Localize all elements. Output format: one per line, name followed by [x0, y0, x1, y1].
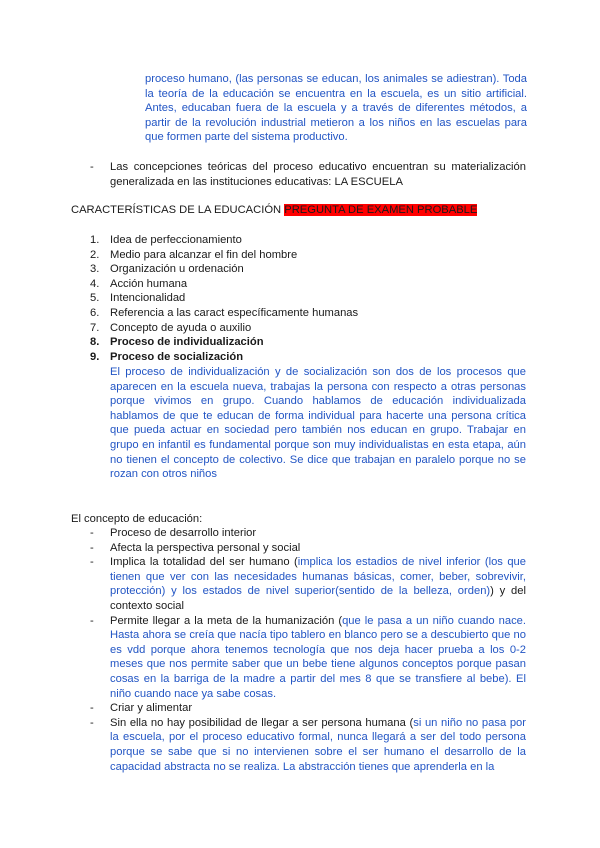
concepciones-text: Las concepciones teóricas del proceso educativo encuentran su materialización generalizada en las instituciones educativas: LA ESCUELA: [110, 161, 526, 188]
bullet-dash: -: [90, 702, 94, 715]
list-item: [90, 291, 358, 306]
section-heading: [71, 203, 477, 218]
list-text: Referencia a las caract específicamente humanas: [110, 306, 359, 319]
characteristics-list: [90, 233, 358, 364]
list-text: Idea de perfeccionamiento: [110, 234, 242, 246]
concepto-list: [90, 526, 526, 774]
list-note: si un niño no pasa por la escuela, por el proceso educativo formal, nunca llegará a ser del todo persona porque se sabe que si no intervienen sobre el ser humano el desarrollo de la capacidad abstracta no se realiza. La abstracción tienes que aprenderla en la: [110, 716, 527, 773]
socializacion-note: El proceso de individualización y de socialización son dos de los procesos que aparecen en la escuela nueva, trabajas la persona con respecto a otras personas porque vivimos en grupo. Cuando hablamos de educación individualizada hablamos de que te educan de forma individual para hacerte una persona crítica que pueda actuar en sociedad pero también nos educan en grupo. Trabajar en grupo en infantil es fundamental porque son muy individualistas en esta etapa, aún no tienen el concepto de colectivo. Se dice que trabajan en paralelo porque no se rozan con otros niños: [110, 366, 526, 481]
list-number: 8.: [90, 336, 100, 349]
list-number: 1.: [90, 234, 100, 246]
concepciones-bullet: [90, 160, 526, 189]
list-item: [90, 233, 358, 248]
bullet-dash: -: [90, 614, 94, 627]
list-text-after: ) y del contexto social: [110, 585, 526, 612]
list-item: [90, 701, 526, 716]
bullet-dash: -: [90, 541, 94, 554]
list-item: [90, 335, 358, 350]
list-number: 6.: [90, 306, 100, 319]
list-item: [90, 321, 358, 336]
list-text: Acción humana: [110, 277, 188, 290]
list-note: implica los estadios de nivel inferior (los que tienen que ver con las necesidades humanas básicas, comer, beber, sobrevivir, protección) y los estados de nivel superior(sentido de la belleza, orden): [110, 556, 526, 598]
list-text: Implica la totalidad del ser humano (: [110, 556, 298, 569]
list-text: Proceso de desarrollo interior: [110, 527, 257, 539]
list-item: [90, 306, 358, 321]
exam-highlight: PREGUNTA DE EXAMEN PROBABLE: [284, 204, 478, 216]
list-item: [90, 614, 526, 702]
top-paragraph: proceso humano, (las personas se educan, los animales se adiestran). Toda la teoría de la educación se encuentra en la escuela, es un sitio artificial. Antes, educaban fuera de la escuela y a través de diferentes métodos, a partir de la revolución industrial metieron a los niños en las escuelas para que formen parte del sistema productivo.: [145, 73, 527, 144]
list-item: [90, 262, 358, 277]
bullet-dash: -: [90, 527, 94, 539]
heading-title: CARACTERÍSTICAS DE LA EDUCACIÓN: [71, 204, 282, 216]
bullet-dash: -: [90, 556, 94, 569]
list-item: [90, 277, 358, 292]
list-text: Afecta la perspectiva personal y social: [110, 541, 301, 554]
list-item: [90, 716, 526, 774]
list-text: Permite llegar a la meta de la humanización (: [110, 614, 343, 627]
list-text: Organización u ordenación: [110, 263, 244, 276]
list-text: Sin ella no hay posibilidad de llegar a ser persona humana (: [110, 716, 414, 729]
list-item: [90, 248, 358, 263]
list-text: Proceso de individualización: [110, 336, 264, 349]
bullet-dash: -: [90, 716, 94, 729]
list-number: 3.: [90, 263, 100, 276]
list-number: 7.: [90, 321, 100, 334]
list-text: Concepto de ayuda o auxilio: [110, 321, 252, 334]
list-number: 5.: [90, 292, 100, 305]
bullet-dash: -: [90, 161, 94, 173]
list-number: 9.: [90, 350, 100, 363]
list-number: 4.: [90, 277, 100, 290]
list-number: 2.: [90, 248, 100, 261]
list-text: Proceso de socialización: [110, 350, 244, 363]
list-text: Medio para alcanzar el fin del hombre: [110, 248, 298, 261]
list-note: que le pasa a un niño cuando nace. Hasta ahora se creía que nacía tipo tablero en blanco pero se a descubierto que no es vdd porque ahora tenemos tecnología que nos deja hacer prueba a los 0-2 meses que nos permite saber que un bebe tiene algunos conceptos porque pasan cosas en la barriga de la madre a partir del mes 8 que se transfiere al bebe). El niño cuando nace ya sabe cosas.: [110, 614, 527, 700]
list-text: Intencionalidad: [110, 292, 186, 305]
list-item: [90, 541, 526, 556]
list-text: Criar y alimentar: [110, 702, 193, 715]
list-item: [90, 350, 358, 365]
list-item: [90, 526, 526, 541]
concepto-intro: El concepto de educación:: [71, 513, 203, 525]
list-item: [90, 555, 526, 613]
